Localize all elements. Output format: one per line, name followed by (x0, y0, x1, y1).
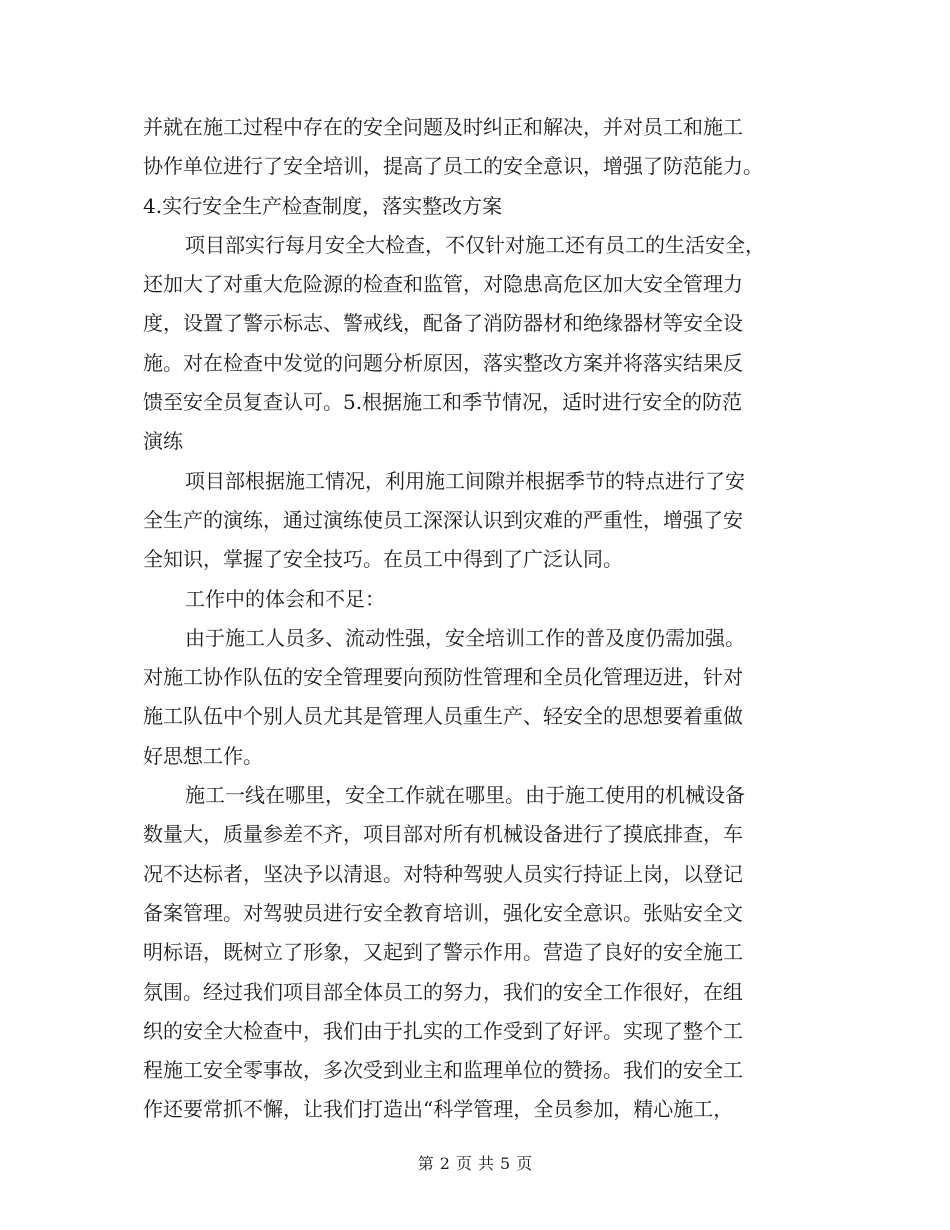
paragraph-start-line: 项目部实行每月安全大检查，不仅针对施工还有员工的生活安全， (185, 232, 765, 257)
text-line: 程施工安全零事故，多次受到业主和监理单位的赞扬。我们的安全工 (143, 1058, 743, 1083)
paragraph-start-line: 项目部根据施工情况，利用施工间隙并根据季节的特点进行了安 (185, 468, 745, 493)
text-line: 还加大了对重大危险源的检查和监管，对隐患高危区加大安全管理力 (143, 272, 743, 297)
paragraph-start-line: 施工一线在哪里，安全工作就在哪里。由于施工使用的机械设备 (185, 783, 745, 808)
text-line: 全生产的演练，通过演练使员工深深认识到灾难的严重性，增强了安 (143, 507, 743, 532)
text-line: 并就在施工过程中存在的安全问题及时纠正和解决，并对员工和施工 (143, 115, 743, 139)
document-body (143, 108, 811, 1130)
text-line: 对施工协作队伍的安全管理要向预防性管理和全员化管理迈进，针对 (143, 665, 743, 690)
text-line: 作还要常抓不懈，让我们打造出“科学管理，全员参加，精心施工， (143, 1097, 734, 1122)
section-heading: 工作中的体会和不足： (185, 586, 385, 611)
paragraph-start-line: 由于施工人员多、流动性强，安全培训工作的普及度仍需加强。 (185, 625, 745, 650)
text-line: 织的安全大检查中，我们由于扎实的工作受到了好评。实现了整个工 (143, 1018, 743, 1043)
text-line: 明标语，既树立了形象，又起到了警示作用。营造了良好的安全施工 (143, 940, 743, 965)
footer-suffix: 页 (516, 1154, 533, 1173)
text-line: 度，设置了警示标志、警戒线，配备了消防器材和绝缘器材等安全设 (143, 311, 743, 336)
text-line: 备案管理。对驾驶员进行安全教育培训，强化安全意识。张贴安全文 (143, 900, 743, 925)
footer-prefix: 第 (417, 1154, 434, 1173)
footer-total-label: 共 (478, 1154, 495, 1173)
text-line: 施。对在检查中发觉的问题分析原因，落实整改方案并将落实结果反 (143, 350, 743, 375)
page-footer (0, 1152, 950, 1176)
current-page-number: 2 (439, 1154, 450, 1173)
text-line: 氛围。经过我们项目部全体员工的努力，我们的安全工作很好，在组 (143, 979, 743, 1004)
total-pages-number: 5 (500, 1154, 511, 1173)
text-line: 演练 (143, 429, 183, 454)
section-heading: 4.实行安全生产检查制度，落实整改方案 (143, 193, 503, 218)
text-line: 好思想工作。 (143, 743, 263, 768)
text-line: 协作单位进行了安全培训，提高了员工的安全意识，增强了防范能力。 (143, 154, 763, 179)
text-line: 全知识，掌握了安全技巧。在员工中得到了广泛认同。 (143, 547, 623, 572)
text-line: 况不达标者，坚决予以清退。对特种驾驶人员实行持证上岗，以登记 (143, 861, 743, 886)
text-line: 馈至安全员复查认可。5.根据施工和季节情况，适时进行安全的防范 (143, 390, 743, 415)
footer-page-label: 页 (455, 1154, 472, 1173)
text-line: 数量大，质量参差不齐，项目部对所有机械设备进行了摸底排查，车 (143, 822, 743, 847)
text-line: 施工队伍中个别人员尤其是管理人员重生产、轻安全的思想要着重做 (143, 704, 743, 729)
